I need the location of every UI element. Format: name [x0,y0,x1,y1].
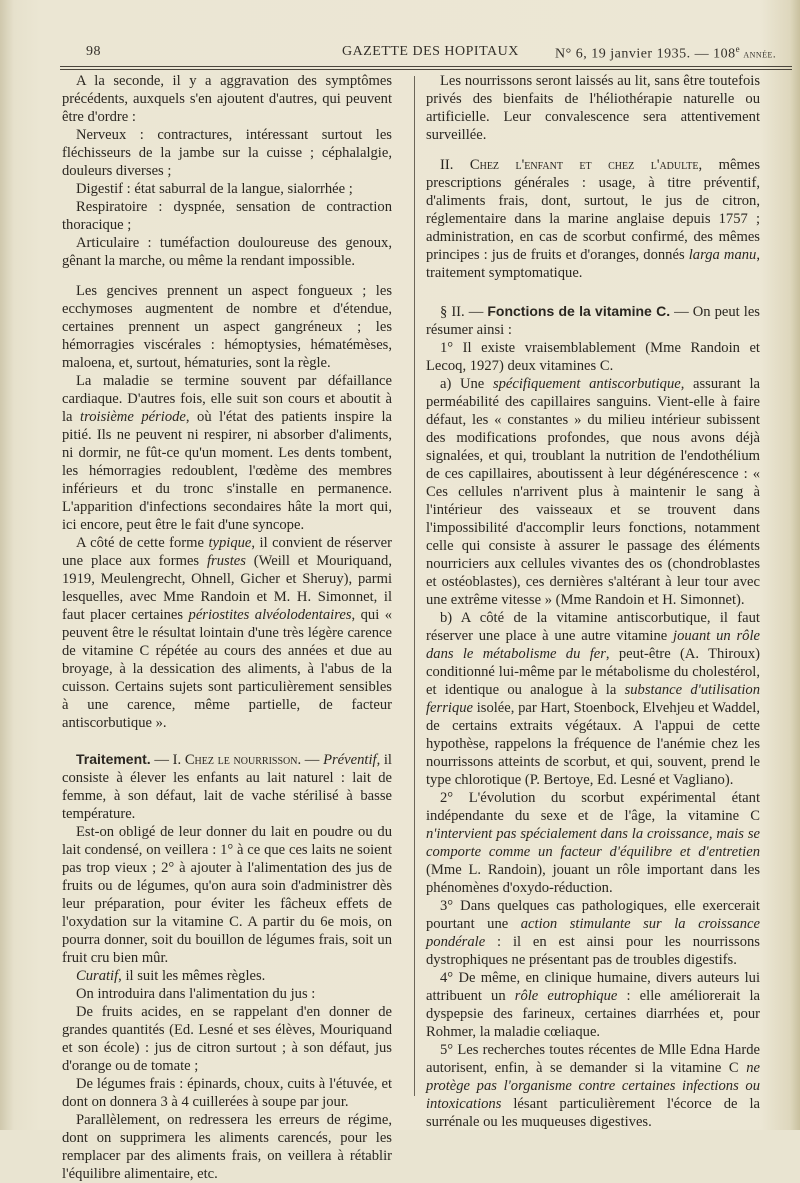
text-run: , traitement symptomatique. [426,247,760,281]
text-run: 4° De même, en clinique humaine, divers auteurs lui attribuent un [426,970,760,1004]
text-run: (Mme L. Randoin), jouant un rôle important dans les phénomènes d'oxydo-réduction. [426,862,760,896]
header-rule [60,66,792,67]
italic-run: larga manu [688,247,757,263]
paragraph: On introduira dans l'alimentation du jus : [76,986,316,1002]
issue-year-label: année. [740,48,777,61]
paragraph: Respiratoire : dyspnée, sensation de contraction thoracique ; [62,199,392,233]
text-run: — I. [150,752,185,768]
issue-info [555,44,776,63]
issue-sup: e [735,44,741,54]
italic-run: périostites alvéolodentaires [188,607,352,623]
issue-date: N° 6, 19 janvier 1935. — 108 [555,46,736,62]
text-run: lésant particulièrement l'écorce de la surrénale ou les muqueuses digestives. [426,1096,760,1130]
paragraph [426,969,760,1041]
text-run: b) A côté de la vitamine antiscorbutique, il faut réserver une place à une autre vitamine [426,610,760,644]
text-run: , il convient de réserver une place aux formes [62,535,392,569]
text-run: , où l'état des patients inspire la pitié. Ils ne peuvent ni respirer, ni absorber d'aliments, ni dormir, ne fût-ce qu'un moment. Les dents tombent, les hémorragies redoublent, l'œdème des membres inférieurs et du tronc s'installe en permanence. L'apparition d'infections secondaires hâte la mort qui, ici encore, peut être le fait d'une syncope. [62,409,393,533]
smallcaps-run: Chez le nourrisson [184,752,298,768]
italic-run: ne protège pas l'organisme contre certaines infections ou intoxications [426,1060,760,1112]
header-rule-thin [60,69,792,70]
section-heading: Fonctions de la vitamine C. [487,303,671,319]
text-run: , il consiste à élever les enfants au lait naturel : lait de femme, à son défaut, lait de vache stérilisé à basse température. [62,752,392,822]
paragraph: Les nourrissons seront laissés au lit, sans être toutefois privés des bienfaits de l'héliothérapie naturelle ou artificielle. Leur convalescence sera attentivement surveillée. [426,73,760,143]
column-divider [414,76,415,1096]
page-number: 98 [86,44,101,59]
paragraph: Parallèlement, on redressera les erreurs de régime, dont on supprimera les aliments carencés, pour les remplacer par des aliments frais, on veillera à rétablir l'équilibre alimentaire, etc. [62,1112,392,1182]
text-run: , mêmes prescriptions générales : usage, à titre préventif, d'aliments frais, dont, surtout, le jus de citron, réglementaire dans la marine anglaise depuis 1757 ; administration, en cas de scorbut confirmé, des mêmes principes : jus de fruits et d'oranges, donnés [426,157,760,263]
smallcaps-run: Chez l'enfant et chez l'adulte [469,157,699,173]
italic-run: typique [208,535,252,551]
text-run: a) Une [440,376,493,392]
text-run: : elle améliorerait la dyspepsie des farineux, certaines diarrhées et, pour Rohmer, la maladie cœliaque. [426,988,760,1040]
paragraph [426,789,760,897]
paragraph [426,609,760,789]
text-run: : il en est ainsi pour les nourrissons dystrophiques ne présentant pas de troubles digestifs. [426,934,760,968]
paragraph: 1° Il existe vraisemblablement (Mme Randoin et Lecoq, 1927) deux vitamines C. [426,340,760,374]
paragraph [426,1041,760,1131]
italic-run: n'intervient pas spécialement dans la croissance, mais se comporte comme un facteur d'équilibre et d'entretien [426,826,760,860]
text-run: 3° Dans quelques cas pathologiques, elle exercerait pourtant une [426,898,760,932]
section-paragraph [62,750,392,823]
paragraph [62,534,392,732]
italic-run: Préventif [323,752,377,768]
text-run: A côté de cette forme [76,535,209,551]
italic-run: troisième période [80,409,186,425]
running-header [60,44,790,66]
paragraph [426,156,760,282]
text-run: II. [440,157,470,173]
paragraph [426,897,760,969]
paragraph: Articulaire : tuméfaction douloureuse des genoux, gênant la marche, ou même la rendant impossible. [62,235,392,269]
text-run: 2° L'évolution du scorbut expérimental étant indépendante du sexe et de l'âge, la vitamine C [426,790,760,824]
text-run: , peut-être (A. Thiroux) conditionné lui-même par le métabolisme du cholestérol, et identique ou analogue à la [426,646,760,698]
text-run: . — [297,752,324,768]
text-run: , qui « peuvent être le résultat lointain d'une très légère carence de vitamine C répétée au cours des années et due au broyage, à la dessication des aliments, à l'abus de la cuisson. Certains sujets sont particulièrement sensibles à une carence, même partielle, de facteur antiscorbutique ». [62,607,392,731]
paragraph [426,375,760,609]
right-column [426,72,760,1131]
section-paragraph [426,302,760,339]
italic-run: substance d'utilisation ferrique [426,682,760,716]
paragraph: De fruits acides, en se rappelant d'en donner de grandes quantités (Ed. Lesné et ses élèves, Mouriquand et son école) : jus de citron surtout ; à son défaut, jus d'orange ou de tomate ; [62,1004,392,1074]
text-run: 5° Les recherches toutes récentes de Mlle Edna Harde autorisent, enfin, à se demander si la vitamine C [426,1042,760,1076]
text-run: La maladie se termine souvent par défaillance cardiaque. D'autres fois, elle suit son cours et aboutit à la [62,373,392,425]
left-column [62,72,392,1183]
text-run: isolée, par Hart, Stoenbock, Elvehjeu et Waddel, de certains extraits végétaux. A l'appui de cette hypothèse, rappelons la fréquence de l'anémie chez les nourrissons atteints de scorbut, et qui, souvent, prend le type chlorotique (P. Bertoye, Ed. Lesné et Vagliano). [426,700,760,788]
paragraph: Digestif : état saburral de la langue, sialorrhée ; [76,181,353,197]
journal-title: GAZETTE DES HOPITAUX [342,44,519,59]
italic-run: action stimulante sur la croissance pondérale [426,916,760,950]
paragraph: De légumes frais : épinards, choux, cuits à l'étuvée, et dont on donnera 3 à 4 cuillerées à soupe par jour. [62,1076,392,1110]
text-run: — On peut les résumer ainsi : [426,304,760,338]
paragraph: Nerveux : contractures, intéressant surtout les fléchisseurs de la jambe sur la cuisse ; céphalalgie, douleurs diverses ; [62,127,392,179]
paragraph [62,372,392,534]
text-run: , assurant la perméabilité des capillaires sanguins. Vient-elle à faire défaut, les « constantes » du milieu intérieur subissent des modifications profondes, que nous avons déjà signalées, et qui, troublant la nutrition de l'endothélium de ces capillaires, aboutissent à leur dégénérescence : « Ces cellules n'arrivent plus à maintenir le sang à l'intérieur des vaisseaux et se trouvent dans l'impossibilité d'accomplir leurs fonctions, notamment celle qui consiste à assurer le passage des éléments nourriciers aux cellules vivantes des os (chondroblastes et ostéoblastes), ces dernières s'altérant à leur tour avec une extrême vitesse » (Mme Randoin et H. Simonnet). [426,376,760,608]
paragraph [62,967,392,985]
paragraph: A la seconde, il y a aggravation des symptômes précédents, auxquels s'en ajoutent d'autres, qui peuvent être d'ordre : [62,73,392,125]
section-heading: Traitement. [76,751,151,767]
paragraph: Les gencives prennent un aspect fongueux ; les ecchymoses augmentent de nombre et d'étendue, certaines prennent un aspect gangréneux ; les hémorragies viscérales : hémoptysies, hématémèses, maloena, et, surtout, hématuries, sont la règle. [62,283,392,371]
text-run: § II. — [440,304,488,320]
italic-run: frustes [206,553,246,569]
italic-run: spécifiquement antiscorbutique [492,376,681,392]
italic-run: jouant un rôle dans le métabolisme du fer [426,628,760,662]
italic-run: rôle eutrophique [514,988,618,1004]
italic-run: Curatif [76,968,119,984]
text-run: (Weill et Mouriquand, 1919, Meulengrecht, Ohnell, Gicher et Sheruy), parmi lesquelles, avec Mme Randoin et M. H. Simonnet, il faut placer certaines [62,553,392,623]
text-run: , il suit les mêmes règles. [118,968,266,984]
paragraph: Est-on obligé de leur donner du lait en poudre ou du lait condensé, on veillera : 1° à ce que ces laits ne soient pas trop vieux ; 2° à ajouter à l'alimentation des jus de fruits ou de légumes, qu'on aura soin d'administrer dès leur préparation, pour éviter les fâcheux effets de l'oxydation sur la vitamine C. A partir du 6e mois, on pourra donner, soit du bouillon de légumes frais, soit un fruit cru bien mûr. [62,824,392,966]
